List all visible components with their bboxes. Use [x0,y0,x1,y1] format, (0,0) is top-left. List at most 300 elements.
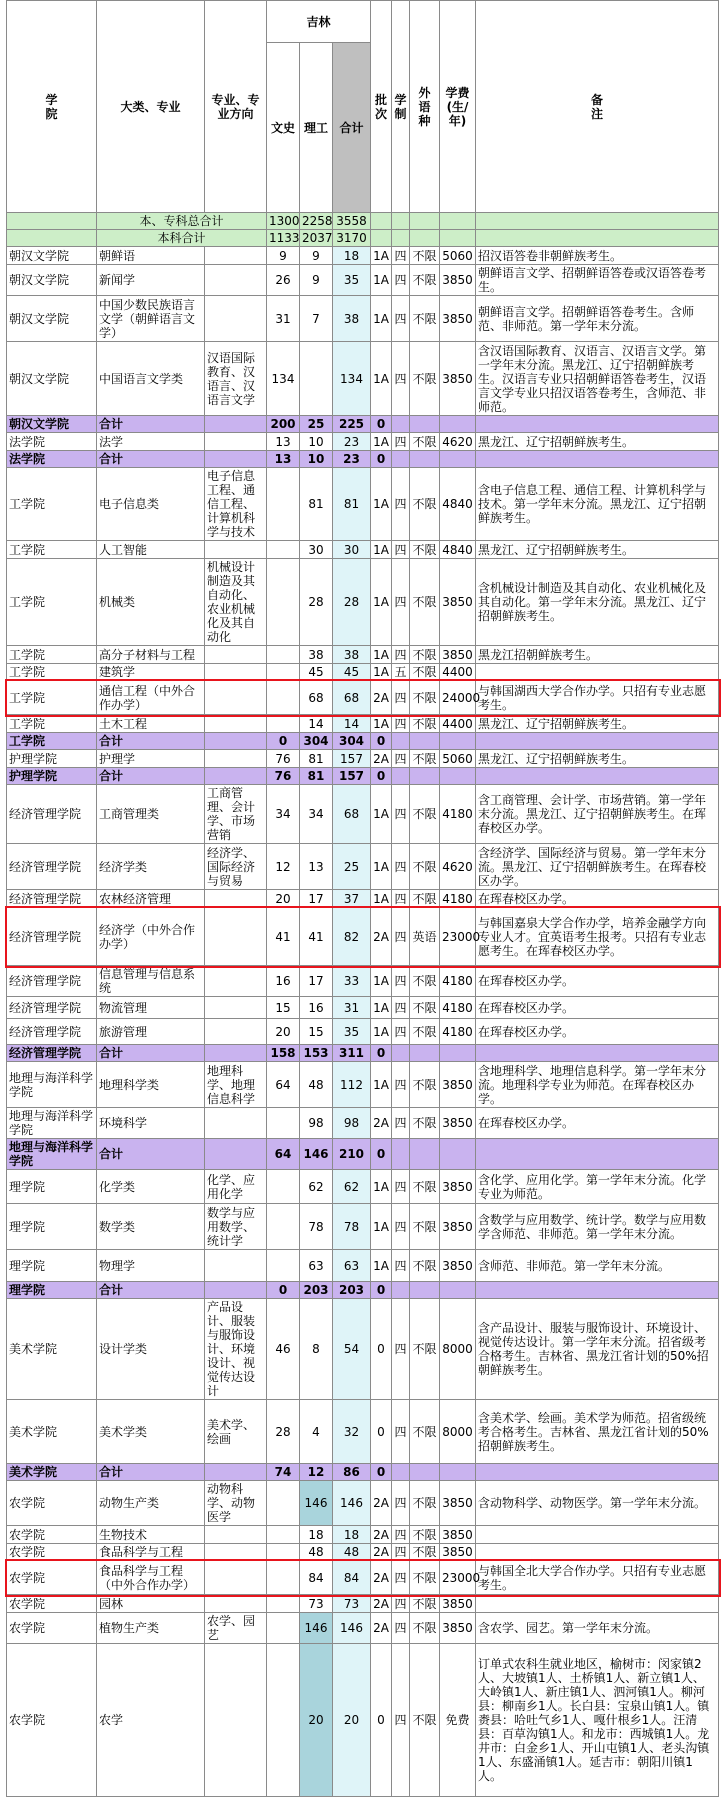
table-row [7,541,719,559]
row-batch: 0 [371,733,392,750]
row-tuition: 4840 [440,541,476,559]
row-years: 四 [392,1062,410,1108]
header-major: 大类、专业 [97,1,205,213]
row-years: 四 [392,559,410,646]
row-direction [205,908,267,966]
row-total: 311 [333,1045,371,1062]
row-arts [267,681,300,715]
row-direction: 农学、园艺 [205,1613,267,1644]
row-total: 32 [333,1400,371,1464]
row-empty [410,451,440,468]
row-remarks [476,1595,719,1613]
row-major: 电子信息类 [97,468,205,541]
header-total: 合计 [333,43,371,213]
row-science: 38 [300,646,333,664]
row-language: 不限 [410,997,440,1019]
row-college: 护理学院 [7,768,97,785]
row-direction [205,1282,267,1299]
row-direction [205,1019,267,1045]
row-batch: 1A [371,1204,392,1250]
row-direction [205,1250,267,1282]
table-row [7,750,719,768]
row-major: 园林 [97,1595,205,1613]
row-batch: 1A [371,646,392,664]
table-row [7,1613,719,1644]
row-total: 30 [333,541,371,559]
row-college: 工学院 [7,468,97,541]
row-arts [267,541,300,559]
row-batch: 0 [371,451,392,468]
row-arts: 76 [267,768,300,785]
row-years: 五 [392,664,410,681]
row-empty [440,733,476,750]
row-remarks: 黑龙江、辽宁招朝鲜族考生。 [476,715,719,733]
row-tuition: 4400 [440,715,476,733]
row-language: 不限 [410,681,440,715]
row-years: 四 [392,1644,410,1797]
row-college: 理学院 [7,1282,97,1299]
table-row [7,997,719,1019]
row-science: 81 [300,768,333,785]
row-college: 工学院 [7,681,97,715]
row-arts [267,1108,300,1139]
row-college: 工学院 [7,715,97,733]
row-batch: 0 [371,1299,392,1400]
row-science: 68 [300,681,333,715]
row-language: 不限 [410,559,440,646]
row-empty [392,1282,410,1299]
row-language: 不限 [410,1299,440,1400]
row-science: 28 [300,559,333,646]
row-batch: 1A [371,265,392,296]
row-tuition: 4180 [440,785,476,844]
row-batch: 1A [371,890,392,908]
table-row [7,1062,719,1108]
row-science: 15 [300,1019,333,1045]
row-empty [476,1464,719,1481]
row-language: 不限 [410,342,440,416]
row-arts: 74 [267,1464,300,1481]
row-major: 高分子材料与工程 [97,646,205,664]
row-arts: 0 [267,733,300,750]
row-batch: 2A [371,1108,392,1139]
header-college: 学 院 [7,1,97,213]
row-college: 农学院 [7,1561,97,1595]
summary-total: 3170 [333,230,371,247]
subtotal-label: 合计 [97,451,205,468]
row-tuition: 3850 [440,646,476,664]
row-arts [267,1544,300,1561]
row-language: 不限 [410,1544,440,1561]
summary-arts: 1300 [267,213,300,230]
row-science: 10 [300,433,333,451]
table-row [7,715,719,733]
row-years: 四 [392,681,410,715]
row-batch: 1A [371,433,392,451]
row-empty [410,1139,440,1170]
row-total: 33 [333,966,371,997]
row-science: 4 [300,1400,333,1464]
row-college: 农学院 [7,1595,97,1613]
row-arts [267,664,300,681]
row-college: 工学院 [7,646,97,664]
row-tuition: 4180 [440,1019,476,1045]
row-total: 81 [333,468,371,541]
row-batch: 0 [371,416,392,433]
row-tuition: 24000 [440,681,476,715]
row-college: 美术学院 [7,1464,97,1481]
row-arts [267,646,300,664]
row-language: 不限 [410,646,440,664]
row-years: 四 [392,1170,410,1204]
table-row [7,1400,719,1464]
row-years: 四 [392,1299,410,1400]
admission-plan-table [6,0,719,1797]
row-direction [205,541,267,559]
row-arts: 200 [267,416,300,433]
row-arts [267,1250,300,1282]
row-remarks: 朝鲜语言文学。招朝鲜语答卷考生。含师范、非师范。第一学年末分流。 [476,296,719,342]
row-arts: 158 [267,1045,300,1062]
row-total: 14 [333,715,371,733]
row-direction [205,715,267,733]
row-total: 48 [333,1544,371,1561]
row-college: 农学院 [7,1544,97,1561]
row-major: 工商管理类 [97,785,205,844]
row-remarks: 在珲春校区办学。 [476,890,719,908]
row-direction: 工商管理、会计学、市场营销 [205,785,267,844]
row-batch: 1A [371,1170,392,1204]
row-empty [440,1045,476,1062]
row-language: 不限 [410,1481,440,1526]
row-empty [440,1139,476,1170]
row-years: 四 [392,247,410,265]
row-language: 不限 [410,1019,440,1045]
row-total: 78 [333,1204,371,1250]
row-language: 不限 [410,1613,440,1644]
row-empty [440,1464,476,1481]
row-arts [267,1526,300,1544]
row-direction [205,750,267,768]
row-total: 82 [333,908,371,966]
table-row [7,265,719,296]
row-tuition: 4180 [440,890,476,908]
row-years: 四 [392,844,410,890]
row-major: 化学类 [97,1170,205,1204]
row-direction [205,664,267,681]
row-college: 护理学院 [7,750,97,768]
row-remarks: 在珲春校区办学。 [476,1108,719,1139]
row-language: 英语 [410,908,440,966]
table-row [7,296,719,342]
row-direction: 美术学、绘画 [205,1400,267,1464]
row-years: 四 [392,997,410,1019]
row-language: 不限 [410,890,440,908]
row-total: 73 [333,1595,371,1613]
row-direction [205,1526,267,1544]
row-language: 不限 [410,541,440,559]
row-college: 农学院 [7,1613,97,1644]
row-major: 物理学 [97,1250,205,1282]
row-college: 工学院 [7,664,97,681]
row-remarks: 含农学、园艺。第一学年末分流。 [476,1613,719,1644]
summary-row-undergrad [7,230,719,247]
row-arts [267,1561,300,1595]
row-batch: 2A [371,908,392,966]
row-arts [267,468,300,541]
row-total: 18 [333,1526,371,1544]
row-remarks: 黑龙江、辽宁招朝鲜族考生。 [476,541,719,559]
table-row [7,1644,719,1797]
row-years: 四 [392,1108,410,1139]
row-direction [205,768,267,785]
row-total: 62 [333,1170,371,1204]
row-language: 不限 [410,966,440,997]
row-direction [205,966,267,997]
subtotal-label: 合计 [97,1282,205,1299]
row-empty [440,451,476,468]
row-tuition: 5060 [440,750,476,768]
row-direction: 经济学、国际经济与贸易 [205,844,267,890]
header-arts: 文史 [267,43,300,213]
row-direction [205,1464,267,1481]
row-batch: 1A [371,844,392,890]
row-empty [392,1045,410,1062]
table-row [7,908,719,966]
table-row [7,342,719,416]
row-arts: 134 [267,342,300,416]
row-total: 225 [333,416,371,433]
row-total: 38 [333,646,371,664]
row-direction [205,1644,267,1797]
row-tuition: 5060 [440,247,476,265]
row-science: 48 [300,1062,333,1108]
row-empty [476,733,719,750]
row-batch: 2A [371,1544,392,1561]
summary-total: 3558 [333,213,371,230]
row-tuition: 3850 [440,1544,476,1561]
row-tuition: 3850 [440,559,476,646]
row-years: 四 [392,646,410,664]
row-science: 10 [300,451,333,468]
summary-row-grand [7,213,719,230]
row-arts: 9 [267,247,300,265]
row-language: 不限 [410,1561,440,1595]
row-college: 地理与海洋科学学院 [7,1139,97,1170]
row-arts [267,1595,300,1613]
row-science: 34 [300,785,333,844]
row-science: 81 [300,750,333,768]
row-years: 四 [392,1544,410,1561]
row-remarks [476,1526,719,1544]
row-science: 304 [300,733,333,750]
row-major: 美术学类 [97,1400,205,1464]
row-science: 25 [300,416,333,433]
row-science: 12 [300,1464,333,1481]
row-batch: 2A [371,750,392,768]
row-direction: 数学与应用数学、统计学 [205,1204,267,1250]
row-years: 四 [392,908,410,966]
row-college: 经济管理学院 [7,908,97,966]
row-remarks: 含化学、应用化学。第一学年末分流。化学专业为师范。 [476,1170,719,1204]
row-language: 不限 [410,433,440,451]
row-college: 法学院 [7,433,97,451]
row-college: 经济管理学院 [7,966,97,997]
row-major: 朝鲜语 [97,247,205,265]
row-direction [205,681,267,715]
row-years: 四 [392,541,410,559]
row-empty [476,1139,719,1170]
row-total: 68 [333,785,371,844]
row-tuition: 3850 [440,265,476,296]
row-total: 157 [333,768,371,785]
row-total: 45 [333,664,371,681]
row-total: 35 [333,265,371,296]
row-major: 机械类 [97,559,205,646]
row-years: 四 [392,715,410,733]
row-empty [410,733,440,750]
row-language: 不限 [410,296,440,342]
row-tuition: 3850 [440,1062,476,1108]
row-major: 植物生产类 [97,1613,205,1644]
subtotal-row [7,1045,719,1062]
row-science: 20 [300,1644,333,1797]
row-remarks: 含师范、非师范。第一学年末分流。 [476,1250,719,1282]
row-arts: 16 [267,966,300,997]
row-science: 146 [300,1139,333,1170]
header-science: 理工 [300,43,333,213]
row-major: 土木工程 [97,715,205,733]
row-arts: 13 [267,433,300,451]
row-college: 经济管理学院 [7,890,97,908]
row-years: 四 [392,1481,410,1526]
row-tuition: 3850 [440,1526,476,1544]
table-row [7,559,719,646]
row-remarks: 含美术学、绘画。美术学为师范。招省级统考合格考生。吉林省、黑龙江省计划的50%招朝鲜族考生。 [476,1400,719,1464]
row-direction [205,997,267,1019]
row-remarks: 含地理科学、地理信息科学。第一学年末分流。地理科学专业为师范。在珲春校区办学。 [476,1062,719,1108]
row-major: 经济学类 [97,844,205,890]
row-remarks: 含经济学、国际经济与贸易。第一学年末分流。黑龙江、辽宁招朝鲜族考生。在珲春校区办学。 [476,844,719,890]
row-science: 78 [300,1204,333,1250]
row-direction [205,1544,267,1561]
row-batch: 2A [371,1526,392,1544]
row-remarks: 含电子信息工程、通信工程、计算机科学与技术。第一学年末分流。黑龙江、辽宁招朝鲜族考生。 [476,468,719,541]
row-years: 四 [392,1561,410,1595]
row-college: 农学院 [7,1644,97,1797]
row-total: 18 [333,247,371,265]
header-remarks: 备 注 [476,1,719,213]
row-empty [440,416,476,433]
subtotal-row [7,1464,719,1481]
row-arts: 64 [267,1062,300,1108]
row-batch: 2A [371,1481,392,1526]
row-empty [476,1045,719,1062]
row-major: 建筑学 [97,664,205,681]
row-direction [205,433,267,451]
row-college: 经济管理学院 [7,785,97,844]
row-major: 生物技术 [97,1526,205,1544]
row-tuition: 8000 [440,1400,476,1464]
row-total: 35 [333,1019,371,1045]
row-years: 四 [392,468,410,541]
row-batch: 2A [371,1561,392,1595]
row-batch: 0 [371,768,392,785]
row-total: 25 [333,844,371,890]
row-tuition: 4180 [440,966,476,997]
row-science: 7 [300,296,333,342]
row-total: 304 [333,733,371,750]
row-arts [267,1204,300,1250]
table-row [7,1108,719,1139]
row-batch: 1A [371,1250,392,1282]
table-row [7,664,719,681]
table-row [7,844,719,890]
subtotal-row [7,416,719,433]
table-row [7,646,719,664]
row-arts [267,1170,300,1204]
table-row [7,1299,719,1400]
row-batch: 2A [371,1595,392,1613]
row-empty [440,1282,476,1299]
subtotal-row [7,733,719,750]
row-batch: 2A [371,1613,392,1644]
row-college: 工学院 [7,733,97,750]
table-row [7,1250,719,1282]
row-years: 四 [392,966,410,997]
subtotal-label: 合计 [97,1464,205,1481]
row-language: 不限 [410,1644,440,1797]
row-tuition: 4400 [440,664,476,681]
row-arts [267,715,300,733]
row-science: 13 [300,844,333,890]
row-empty [410,1282,440,1299]
row-arts: 13 [267,451,300,468]
row-college: 理学院 [7,1170,97,1204]
row-arts: 46 [267,1299,300,1400]
row-language: 不限 [410,1250,440,1282]
row-language: 不限 [410,468,440,541]
subtotal-row [7,1139,719,1170]
row-years: 四 [392,750,410,768]
row-college: 美术学院 [7,1299,97,1400]
row-science: 81 [300,468,333,541]
row-science: 203 [300,1282,333,1299]
row-language: 不限 [410,1400,440,1464]
row-college: 经济管理学院 [7,1019,97,1045]
row-major: 环境科学 [97,1108,205,1139]
header-direction: 专业、专 业方向 [205,1,267,213]
row-arts: 0 [267,1282,300,1299]
row-total: 203 [333,1282,371,1299]
row-total: 20 [333,1644,371,1797]
row-direction [205,890,267,908]
row-science: 48 [300,1544,333,1561]
row-batch: 1A [371,342,392,416]
row-total: 38 [333,296,371,342]
row-science: 18 [300,1526,333,1544]
row-batch: 0 [371,1400,392,1464]
row-language: 不限 [410,1204,440,1250]
row-major: 动物生产类 [97,1481,205,1526]
row-batch: 1A [371,1062,392,1108]
row-science: 41 [300,908,333,966]
row-direction [205,1139,267,1170]
row-tuition: 3850 [440,1595,476,1613]
row-language: 不限 [410,247,440,265]
subtotal-label: 合计 [97,768,205,785]
row-remarks: 与韩国全北大学合作办学。只招有专业志愿考生。 [476,1561,719,1595]
